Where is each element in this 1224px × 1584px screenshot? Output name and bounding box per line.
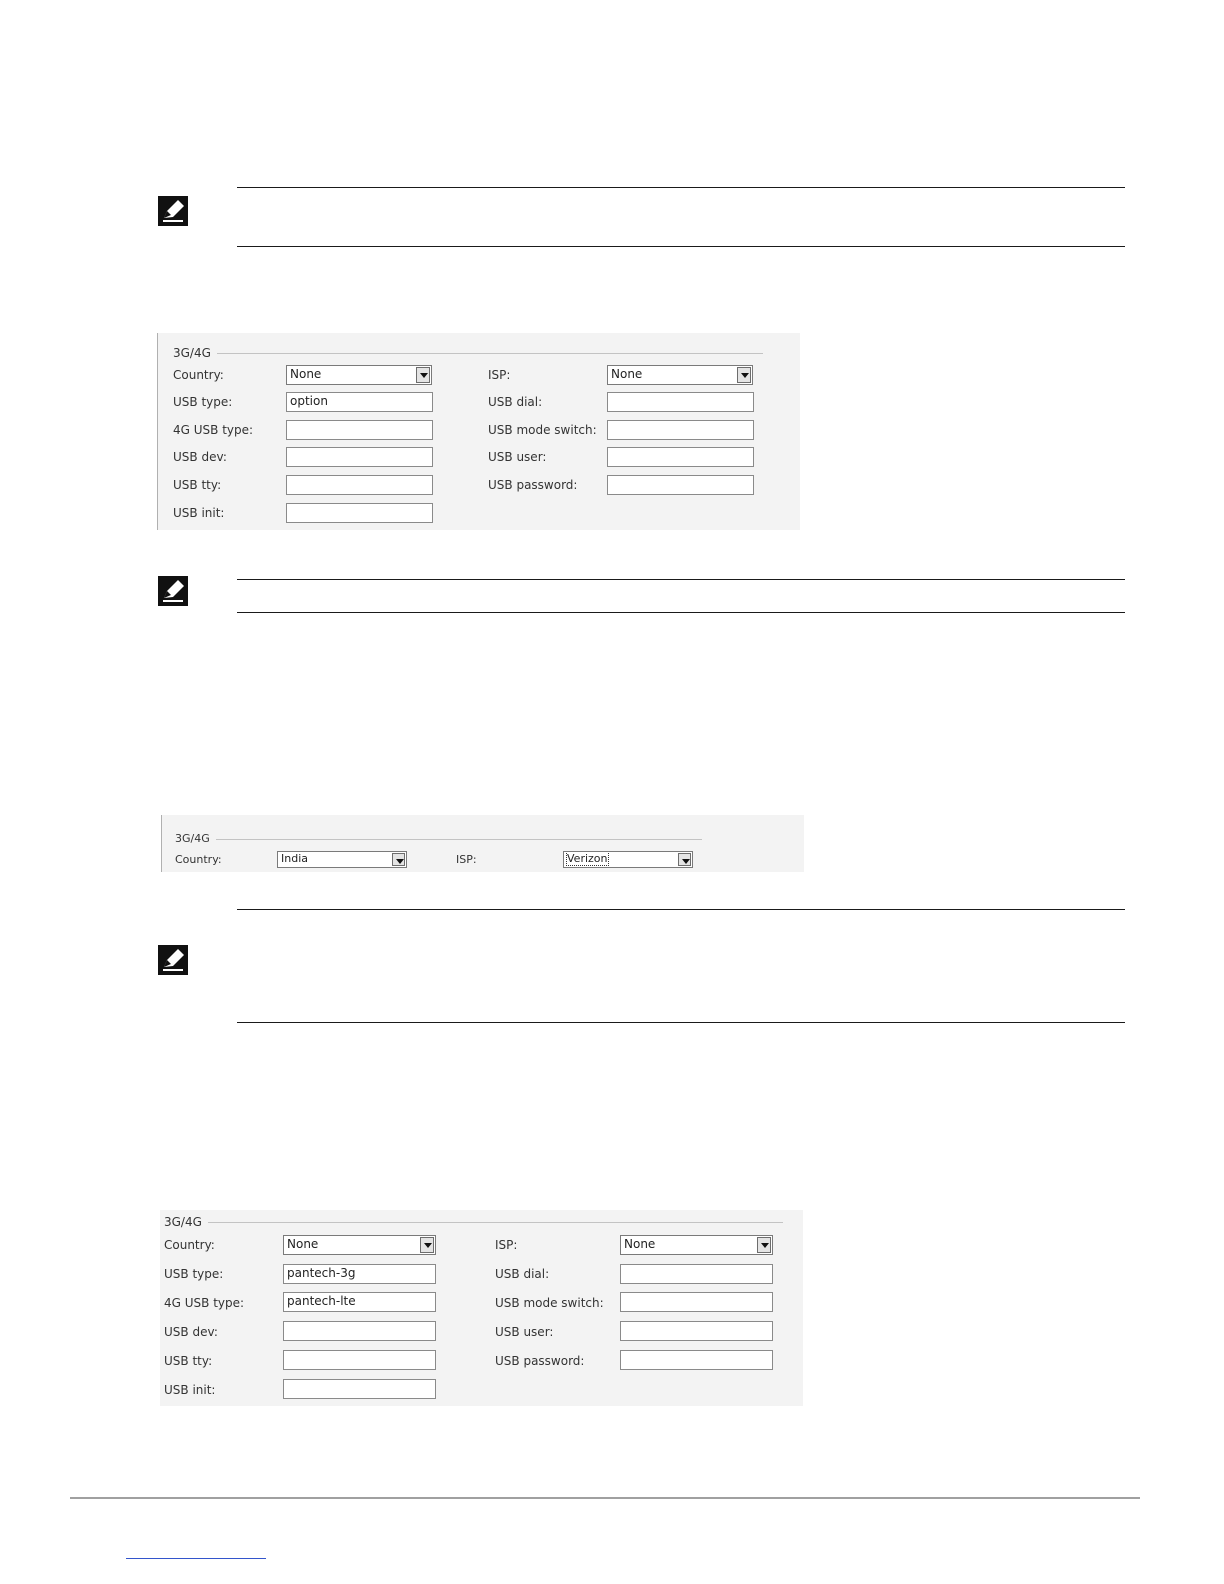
- note-3-bottom-rule: [237, 1022, 1125, 1023]
- usb-password-label: USB password:: [488, 478, 578, 492]
- usb-mode-switch-input[interactable]: [620, 1292, 773, 1312]
- usb-user-label: USB user:: [488, 450, 547, 464]
- usb-tty-input[interactable]: [283, 1350, 436, 1370]
- usb-dial-label: USB dial:: [488, 395, 543, 409]
- usb-settings-panel-2: [161, 815, 804, 872]
- note-pencil-icon: [158, 945, 188, 975]
- usb-settings-panel-3: [160, 1210, 803, 1406]
- note-pencil-icon: [158, 576, 188, 606]
- chevron-down-icon[interactable]: [416, 367, 430, 383]
- country-select-value: India: [281, 852, 308, 865]
- country-select-value: None: [290, 367, 322, 381]
- isp-select-value: None: [624, 1237, 656, 1251]
- chevron-down-icon[interactable]: [392, 853, 405, 866]
- usb-dial-label: USB dial:: [495, 1267, 550, 1281]
- usb-user-input[interactable]: [620, 1321, 773, 1341]
- chevron-down-icon[interactable]: [420, 1237, 434, 1253]
- footer-link-underline[interactable]: [126, 1558, 266, 1559]
- usb-user-label: USB user:: [495, 1325, 554, 1339]
- 4g-usb-type-input[interactable]: pantech-lte: [283, 1292, 436, 1312]
- usb-init-label: USB init:: [173, 506, 225, 520]
- country-select[interactable]: [283, 1235, 436, 1255]
- usb-settings-panel-1: [157, 333, 800, 530]
- note-2-top-rule: [237, 579, 1125, 580]
- isp-select-value: None: [611, 367, 643, 381]
- usb-dev-input[interactable]: [283, 1321, 436, 1341]
- country-label: Country:: [164, 1238, 215, 1252]
- chevron-down-icon[interactable]: [757, 1237, 771, 1253]
- note-pencil-icon: [158, 196, 188, 226]
- isp-select[interactable]: [563, 851, 693, 868]
- panel-3-legend: 3G/4G: [164, 1215, 208, 1229]
- usb-init-input[interactable]: [283, 1379, 436, 1399]
- note-2-bottom-rule: [237, 612, 1125, 613]
- usb-dev-input[interactable]: [286, 447, 433, 467]
- usb-init-label: USB init:: [164, 1383, 216, 1397]
- usb-type-label: USB type:: [164, 1267, 224, 1281]
- isp-label: ISP:: [495, 1238, 518, 1252]
- usb-user-input[interactable]: [607, 447, 754, 467]
- usb-password-input[interactable]: [607, 475, 754, 495]
- note-3-top-rule: [237, 909, 1125, 910]
- country-select[interactable]: [286, 365, 432, 385]
- usb-dial-input[interactable]: [607, 392, 754, 412]
- country-label: Country:: [173, 368, 224, 382]
- usb-password-input[interactable]: [620, 1350, 773, 1370]
- country-select-value: None: [287, 1237, 319, 1251]
- usb-password-label: USB password:: [495, 1354, 585, 1368]
- usb-tty-label: USB tty:: [173, 478, 222, 492]
- 4g-usb-type-input[interactable]: [286, 420, 433, 440]
- usb-dial-input[interactable]: [620, 1264, 773, 1284]
- panel-2-legend: 3G/4G: [175, 832, 216, 846]
- usb-mode-switch-label: USB mode switch:: [495, 1296, 604, 1310]
- usb-dev-label: USB dev:: [173, 450, 227, 464]
- note-1-top-rule: [237, 187, 1125, 188]
- panel-2-edge: [161, 815, 162, 872]
- 4g-usb-type-label: 4G USB type:: [164, 1296, 245, 1310]
- usb-mode-switch-input[interactable]: [607, 420, 754, 440]
- footer-rule: [70, 1497, 1140, 1499]
- usb-tty-label: USB tty:: [164, 1354, 213, 1368]
- usb-init-input[interactable]: [286, 503, 433, 523]
- isp-select[interactable]: [620, 1235, 773, 1255]
- chevron-down-icon[interactable]: [678, 853, 691, 866]
- isp-select[interactable]: [607, 365, 753, 385]
- note-1-bottom-rule: [237, 246, 1125, 247]
- isp-label: ISP:: [456, 853, 477, 866]
- usb-type-input[interactable]: option: [286, 392, 433, 412]
- panel-1-legend: 3G/4G: [173, 346, 217, 360]
- isp-select-value: Verizon: [567, 852, 608, 865]
- panel-1-edge: [157, 333, 158, 530]
- chevron-down-icon[interactable]: [737, 367, 751, 383]
- panel-2-legend-line: [175, 839, 702, 840]
- usb-mode-switch-label: USB mode switch:: [488, 423, 597, 437]
- usb-type-input[interactable]: pantech-3g: [283, 1264, 436, 1284]
- usb-tty-input[interactable]: [286, 475, 433, 495]
- 4g-usb-type-label: 4G USB type:: [173, 423, 254, 437]
- country-select[interactable]: [277, 851, 407, 868]
- country-label: Country:: [175, 853, 222, 866]
- panel-1-legend-line: [173, 353, 763, 354]
- usb-dev-label: USB dev:: [164, 1325, 218, 1339]
- isp-label: ISP:: [488, 368, 511, 382]
- panel-3-legend-line: [164, 1222, 783, 1223]
- usb-type-label: USB type:: [173, 395, 233, 409]
